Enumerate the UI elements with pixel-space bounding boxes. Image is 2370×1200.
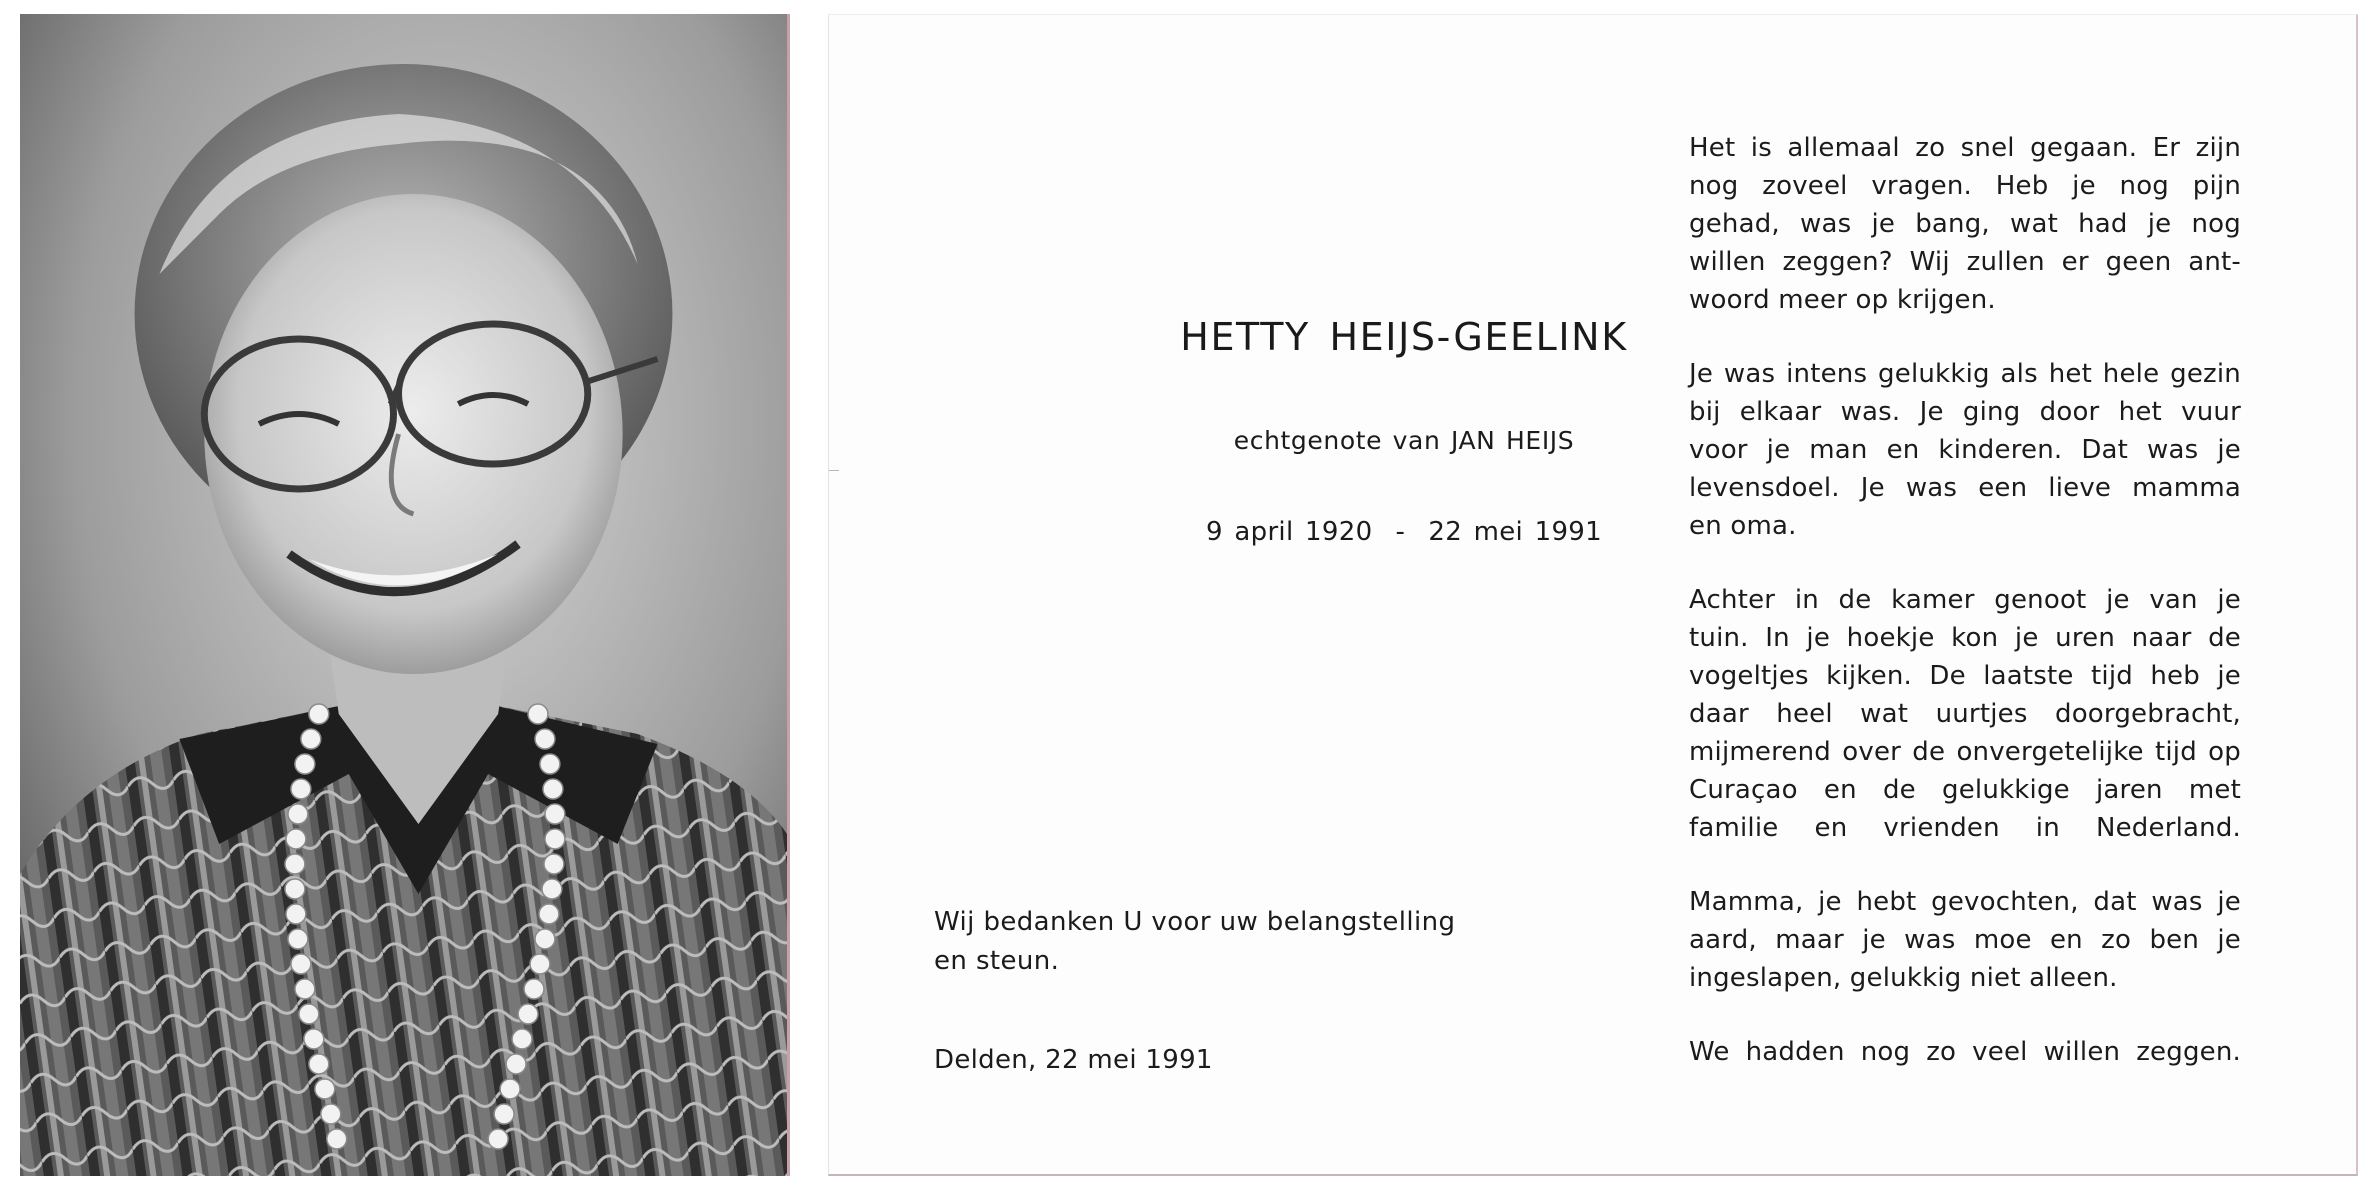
poem-line: daar heel wat uurtjes doorgebracht, (1689, 699, 2241, 729)
poem-line: vogeltjes kijken. De laatste tijd heb je (1689, 661, 2241, 691)
poem-line: mijmerend over de onvergetelijke tijd op (1689, 737, 2241, 767)
poem-stanza (1689, 883, 2241, 997)
poem-line: bij elkaar was. Je ging door het vuur (1689, 397, 2241, 427)
thanks-note (934, 903, 1494, 981)
poem-line: gehad, was je bang, wat had je nog (1689, 209, 2241, 239)
poem-line: tuin. In je hoekje kon je uren naar de (1689, 623, 2241, 653)
poem-line: willen zeggen? Wij zullen er geen ant- (1689, 247, 2241, 277)
place-and-date: Delden, 22 mei 1991 (934, 1045, 1213, 1075)
portrait-icon (20, 14, 787, 1176)
poem-line: familie en vrienden in Nederland. (1689, 813, 2241, 843)
memorial-text-card (828, 14, 2358, 1176)
poem-line: aard, maar je was moe en zo ben je (1689, 925, 2241, 955)
poem-line: Curaçao en de gelukkige jaren met (1689, 775, 2241, 805)
poem-line: voor je man en kinderen. Dat was je (1689, 435, 2241, 465)
fold-mark (829, 470, 839, 471)
deceased-name: HETTY HEIJS-GEELINK (1180, 315, 1628, 359)
poem-stanza (1689, 581, 2241, 847)
poem-line: ingeslapen, gelukkig niet alleen. (1689, 963, 2118, 993)
poem-line: levensdoel. Je was een lieve mamma (1689, 473, 2241, 503)
portrait-photo (20, 14, 790, 1176)
poem-stanza (1689, 355, 2241, 545)
memorial-poem (1689, 129, 2241, 1107)
poem-line: en oma. (1689, 511, 1797, 541)
poem-line: woord meer op krijgen. (1689, 285, 1996, 315)
spouse-line: echtgenote van JAN HEIJS (1233, 426, 1575, 455)
poem-line: Het is allemaal zo snel gegaan. Er zijn (1689, 133, 2241, 163)
poem-line: We hadden nog zo veel willen zeggen. (1689, 1037, 2241, 1067)
poem-stanza (1689, 129, 2241, 319)
poem-stanza (1689, 1033, 2241, 1071)
poem-line: Achter in de kamer genoot je van je (1689, 585, 2241, 615)
poem-line: Je was intens gelukkig als het hele gezin (1689, 359, 2241, 389)
poem-line: Mamma, je hebt gevochten, dat was je (1689, 887, 2241, 917)
life-dates: 9 april 1920 - 22 mei 1991 (1206, 517, 1602, 547)
thanks-line-1: Wij bedanken U voor uw belangstelling (934, 907, 1456, 937)
poem-line: nog zoveel vragen. Heb je nog pijn (1689, 171, 2241, 201)
thanks-line-2: en steun. (934, 946, 1060, 976)
